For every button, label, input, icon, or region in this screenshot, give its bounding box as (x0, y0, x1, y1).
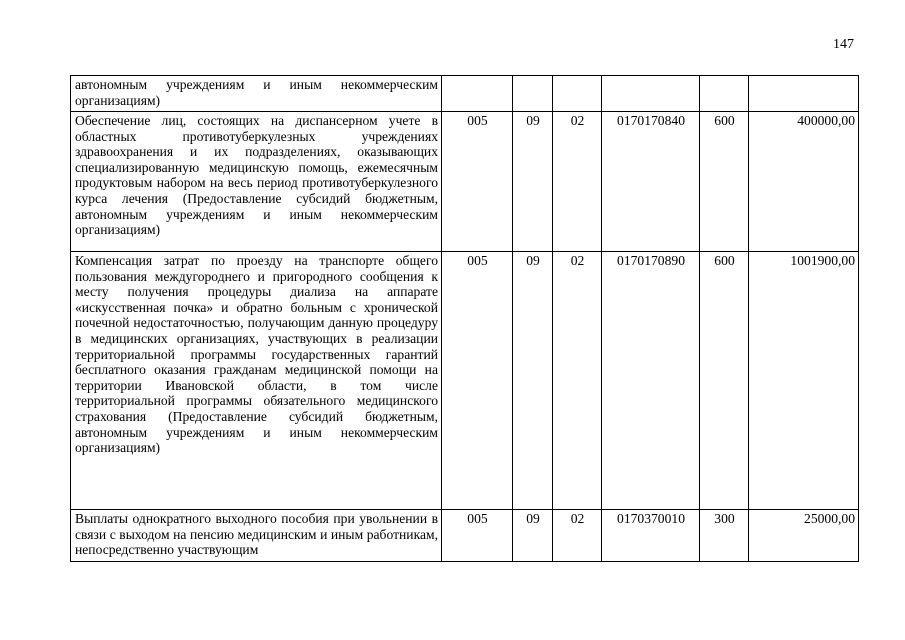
ministry-code: 005 (442, 112, 513, 252)
ministry-code (442, 76, 513, 112)
subsection-code: 02 (553, 112, 602, 252)
ministry-code: 005 (442, 510, 513, 562)
section-code: 09 (513, 510, 553, 562)
subsection-code: 02 (553, 252, 602, 510)
subsection-code: 02 (553, 510, 602, 562)
table-row (71, 76, 859, 112)
section-code: 09 (513, 112, 553, 252)
budget-table (70, 75, 859, 562)
expense-type-code (700, 76, 749, 112)
row-description: автономным учреждениям и иным некоммерческим организациям) (71, 76, 442, 112)
target-article-code: 0170370010 (602, 510, 700, 562)
amount: 25000,00 (749, 510, 859, 562)
section-code: 09 (513, 252, 553, 510)
ministry-code: 005 (442, 252, 513, 510)
amount: 400000,00 (749, 112, 859, 252)
target-article-code (602, 76, 700, 112)
target-article-code: 0170170840 (602, 112, 700, 252)
expense-type-code: 600 (700, 112, 749, 252)
subsection-code (553, 76, 602, 112)
page-number: 147 (833, 37, 854, 52)
row-description: Компенсация затрат по проезду на транспорте общего пользования междугороднего и пригородного сообщения к месту получения процедуры диализа на аппарате «искусственная почка» и обратно больным с хронической почечной недостаточностью, получающим данную процедуру в медицинских организациях, участвующих в реализации территориальной программы государственных гарантий бесплатного оказания гражданам медицинской помощи на территории Ивановской области, в том числе территориальной программы обязательного медицинского страхования (Предоставление субсидий бюджетным, автономным учреждениям и иным некоммерческим организациям) (71, 252, 442, 510)
amount (749, 76, 859, 112)
table-row (71, 112, 859, 252)
table-row (71, 252, 859, 510)
expense-type-code: 300 (700, 510, 749, 562)
row-description: Выплаты однократного выходного пособия при увольнении в связи с выходом на пенсию медицинским и иным работникам, непосредственно участвующим (71, 510, 442, 562)
target-article-code: 0170170890 (602, 252, 700, 510)
row-description: Обеспечение лиц, состоящих на диспансерном учете в областных противотуберкулезных учреждениях здравоохранения и их подразделениях, оказывающих специализированную медицинскую помощь, ежемесячным продуктовым набором на весь период противотуберкулезного курса лечения (Предоставление субсидий бюджетным, автономным учреждениям и иным некоммерческим организациям) (71, 112, 442, 252)
section-code (513, 76, 553, 112)
expense-type-code: 600 (700, 252, 749, 510)
amount: 1001900,00 (749, 252, 859, 510)
table-row (71, 510, 859, 562)
